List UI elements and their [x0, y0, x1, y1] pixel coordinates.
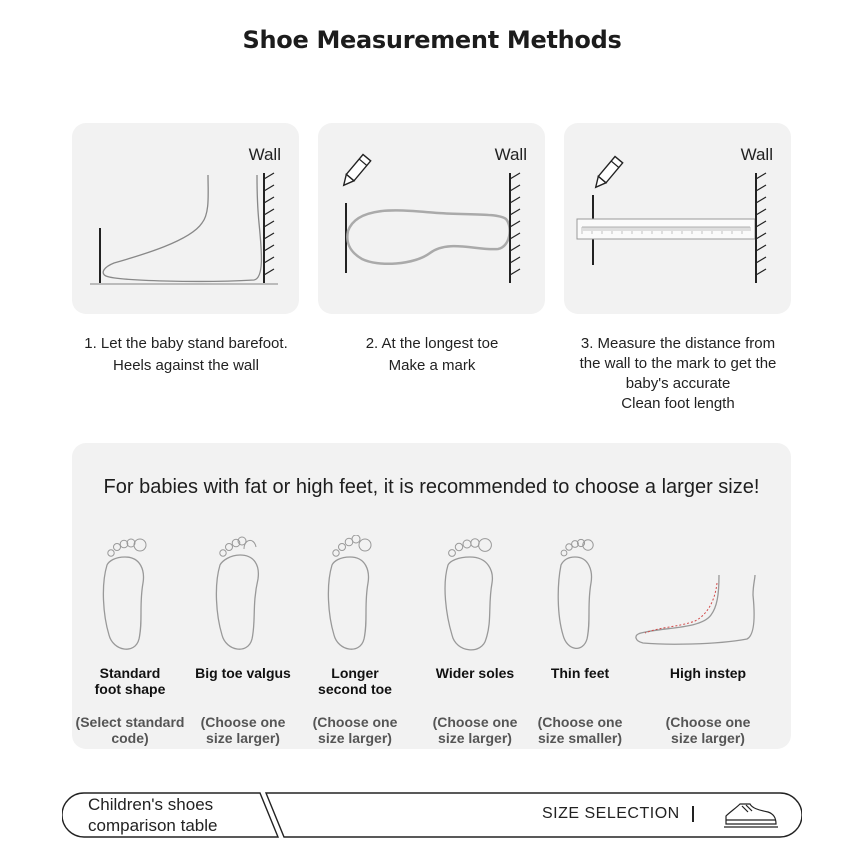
wall-label: Wall	[740, 145, 773, 164]
method-caption-2	[312, 334, 552, 376]
foot-type-note	[65, 714, 195, 746]
larger-size-tip: For babies with fat or high feet, it is recommended to choose a larger size!	[103, 476, 760, 498]
foot-type-note	[178, 714, 308, 746]
longer-second-toe-icon	[290, 535, 420, 660]
foot-type-name	[65, 665, 195, 697]
note-line: size larger)	[671, 730, 745, 746]
big-toe-valgus-icon	[178, 535, 308, 660]
name-line: Longer	[331, 665, 379, 681]
note-line: size larger)	[438, 730, 512, 746]
standard-foot-icon	[65, 535, 195, 660]
foot-type-note	[643, 714, 773, 746]
note-line: size larger)	[318, 730, 392, 746]
page-title: Shoe Measurement Methods	[242, 26, 622, 54]
comparison-table-label	[88, 794, 217, 836]
method-card-ruler	[564, 123, 791, 314]
note-line: (Choose one	[665, 714, 751, 730]
wall-label: Wall	[248, 145, 281, 164]
label-line: Children's shoes	[88, 795, 214, 814]
divider	[692, 806, 694, 822]
caption-line: 1. Let the baby stand barefoot.	[84, 335, 288, 352]
size-selection-bar	[62, 792, 802, 838]
name-line: Wider soles	[435, 665, 515, 681]
name-line: High instep	[669, 665, 747, 681]
name-line: second toe	[318, 681, 392, 697]
caption-line: Make a mark	[388, 357, 476, 374]
foot-type-note	[515, 714, 645, 746]
name-line: Thin feet	[550, 665, 610, 681]
name-line: Big toe valgus	[195, 665, 291, 681]
foot-type-note	[290, 714, 420, 746]
caption-line: Clean foot length	[621, 395, 735, 412]
note-line: (Choose one	[432, 714, 518, 730]
caption-line: baby's accurate	[625, 375, 731, 392]
note-line: size smaller)	[537, 730, 623, 746]
foot-type-name	[290, 665, 420, 697]
foot-type-name	[643, 665, 773, 681]
thin-foot-icon	[515, 535, 645, 660]
caption-line: Heels against the wall	[113, 357, 259, 374]
foot-type-name	[515, 665, 645, 681]
foot-type-name	[178, 665, 308, 681]
caption-line: 2. At the longest toe	[365, 335, 499, 352]
method-card-barefoot	[72, 123, 299, 314]
caption-line: the wall to the mark to get the	[579, 355, 777, 372]
high-instep-icon	[635, 535, 765, 660]
note-line: (Choose one	[200, 714, 286, 730]
name-line: Standard	[99, 665, 161, 681]
label-line: comparison table	[88, 816, 218, 835]
size-selection-label: SIZE SELECTION	[542, 805, 680, 822]
wall-label: Wall	[494, 145, 527, 164]
method-caption-1	[66, 334, 306, 376]
foot-types-panel	[72, 443, 791, 749]
note-line: (Select standard	[75, 714, 185, 730]
note-line: code)	[111, 730, 149, 746]
note-line: size larger)	[206, 730, 280, 746]
name-line: foot shape	[94, 681, 166, 697]
caption-line: 3. Measure the distance from	[580, 335, 776, 352]
note-line: (Choose one	[312, 714, 398, 730]
method-caption-3	[558, 334, 798, 414]
note-line: (Choose one	[537, 714, 623, 730]
method-card-mark	[318, 123, 545, 314]
